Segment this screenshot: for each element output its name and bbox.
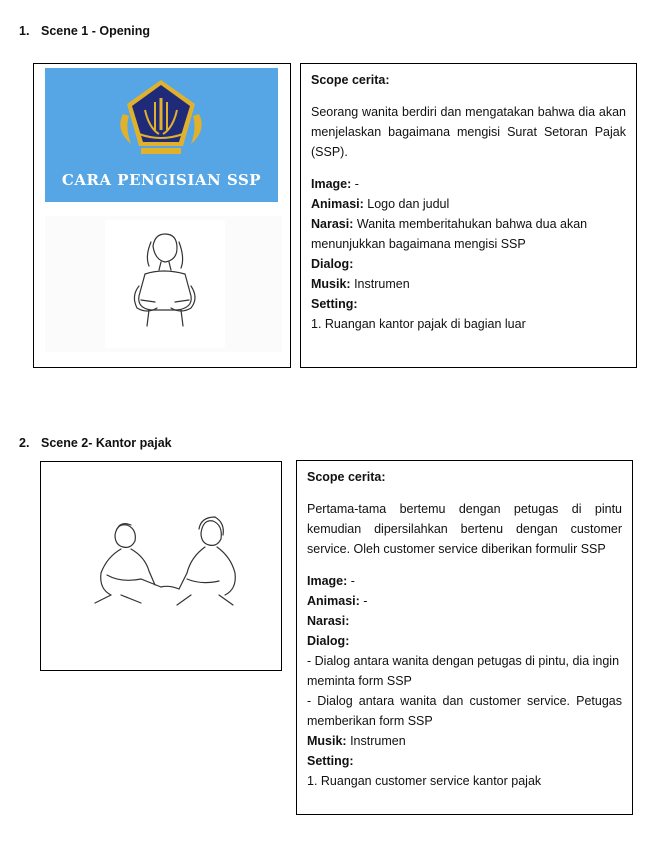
sketch-two-people-talking — [51, 499, 273, 627]
scene-1-text-box — [300, 63, 637, 368]
scene-1-number: 1. — [19, 24, 30, 38]
woman-sketch-icon — [45, 216, 282, 352]
scene-2-dialog-line: Dialog: — [307, 634, 350, 648]
scene-2-dialog-line-1: - Dialog antara wanita dengan petugas di pintu, dia ingin meminta form SSP — [307, 654, 620, 688]
scene-2-setting-value: 1. Ruangan customer service kantor pajak — [307, 774, 542, 788]
scene-1-musik-line: Musik: Instrumen — [311, 277, 410, 291]
kemenkeu-emblem-icon — [45, 68, 278, 168]
scene-1-animasi-line: Animasi: Logo dan judul — [311, 197, 450, 211]
scene-1-setting-line: Setting: — [311, 297, 358, 311]
scene-2-heading — [19, 436, 172, 450]
scene-1-scope-text: Seorang wanita berdiri dan mengatakan bahwa dia akan menjelaskan bagaimana mengisi Surat Setoran Pajak (SSP). — [311, 105, 626, 159]
scene-1-heading — [19, 24, 150, 38]
scene-2-setting-line: Setting: — [307, 754, 354, 768]
scene-2-animasi-line: Animasi: - — [307, 594, 368, 608]
scene-2-image-box — [40, 461, 282, 671]
logo-banner — [45, 68, 278, 202]
scene-2-scope-text: Pertama-tama bertemu dengan petugas di pintu kemudian dipersilahkan bertenu dengan customer service. Oleh customer service diberikan formulir SSP — [307, 502, 622, 556]
scene-2-narasi-line: Narasi: — [307, 614, 350, 628]
scene-2-musik-line: Musik: Instrumen — [307, 734, 406, 748]
scene-2-number: 2. — [19, 436, 30, 450]
sketch-woman-standing — [45, 216, 282, 352]
scene-1-scope-label: Scope cerita: — [311, 73, 390, 87]
scene-1-setting-value: 1. Ruangan kantor pajak di bagian luar — [311, 317, 526, 331]
scene-2-dialog-line-2: - Dialog antara wanita dan customer service. Petugas memberikan form SSP — [307, 694, 622, 728]
scene-2-title: Scene 2- Kantor pajak — [41, 436, 172, 450]
scene-2-text-box — [296, 460, 633, 815]
scene-1-title: Scene 1 - Opening — [41, 24, 151, 38]
scene-1-image-line: Image: - — [311, 177, 359, 191]
scene-1-dialog-line: Dialog: — [311, 257, 354, 271]
scene-2-scope-label: Scope cerita: — [307, 470, 386, 484]
logo-title: CARA PENGISIAN SSP — [61, 171, 262, 189]
two-people-sketch-icon — [51, 499, 273, 627]
scene-2-image-line: Image: - — [307, 574, 355, 588]
scene-1-narasi-line: Narasi: Wanita memberitahukan bahwa dua akan menunjukkan bagaimana mengisi SSP — [311, 217, 588, 251]
scene-1-image-box — [33, 63, 291, 368]
